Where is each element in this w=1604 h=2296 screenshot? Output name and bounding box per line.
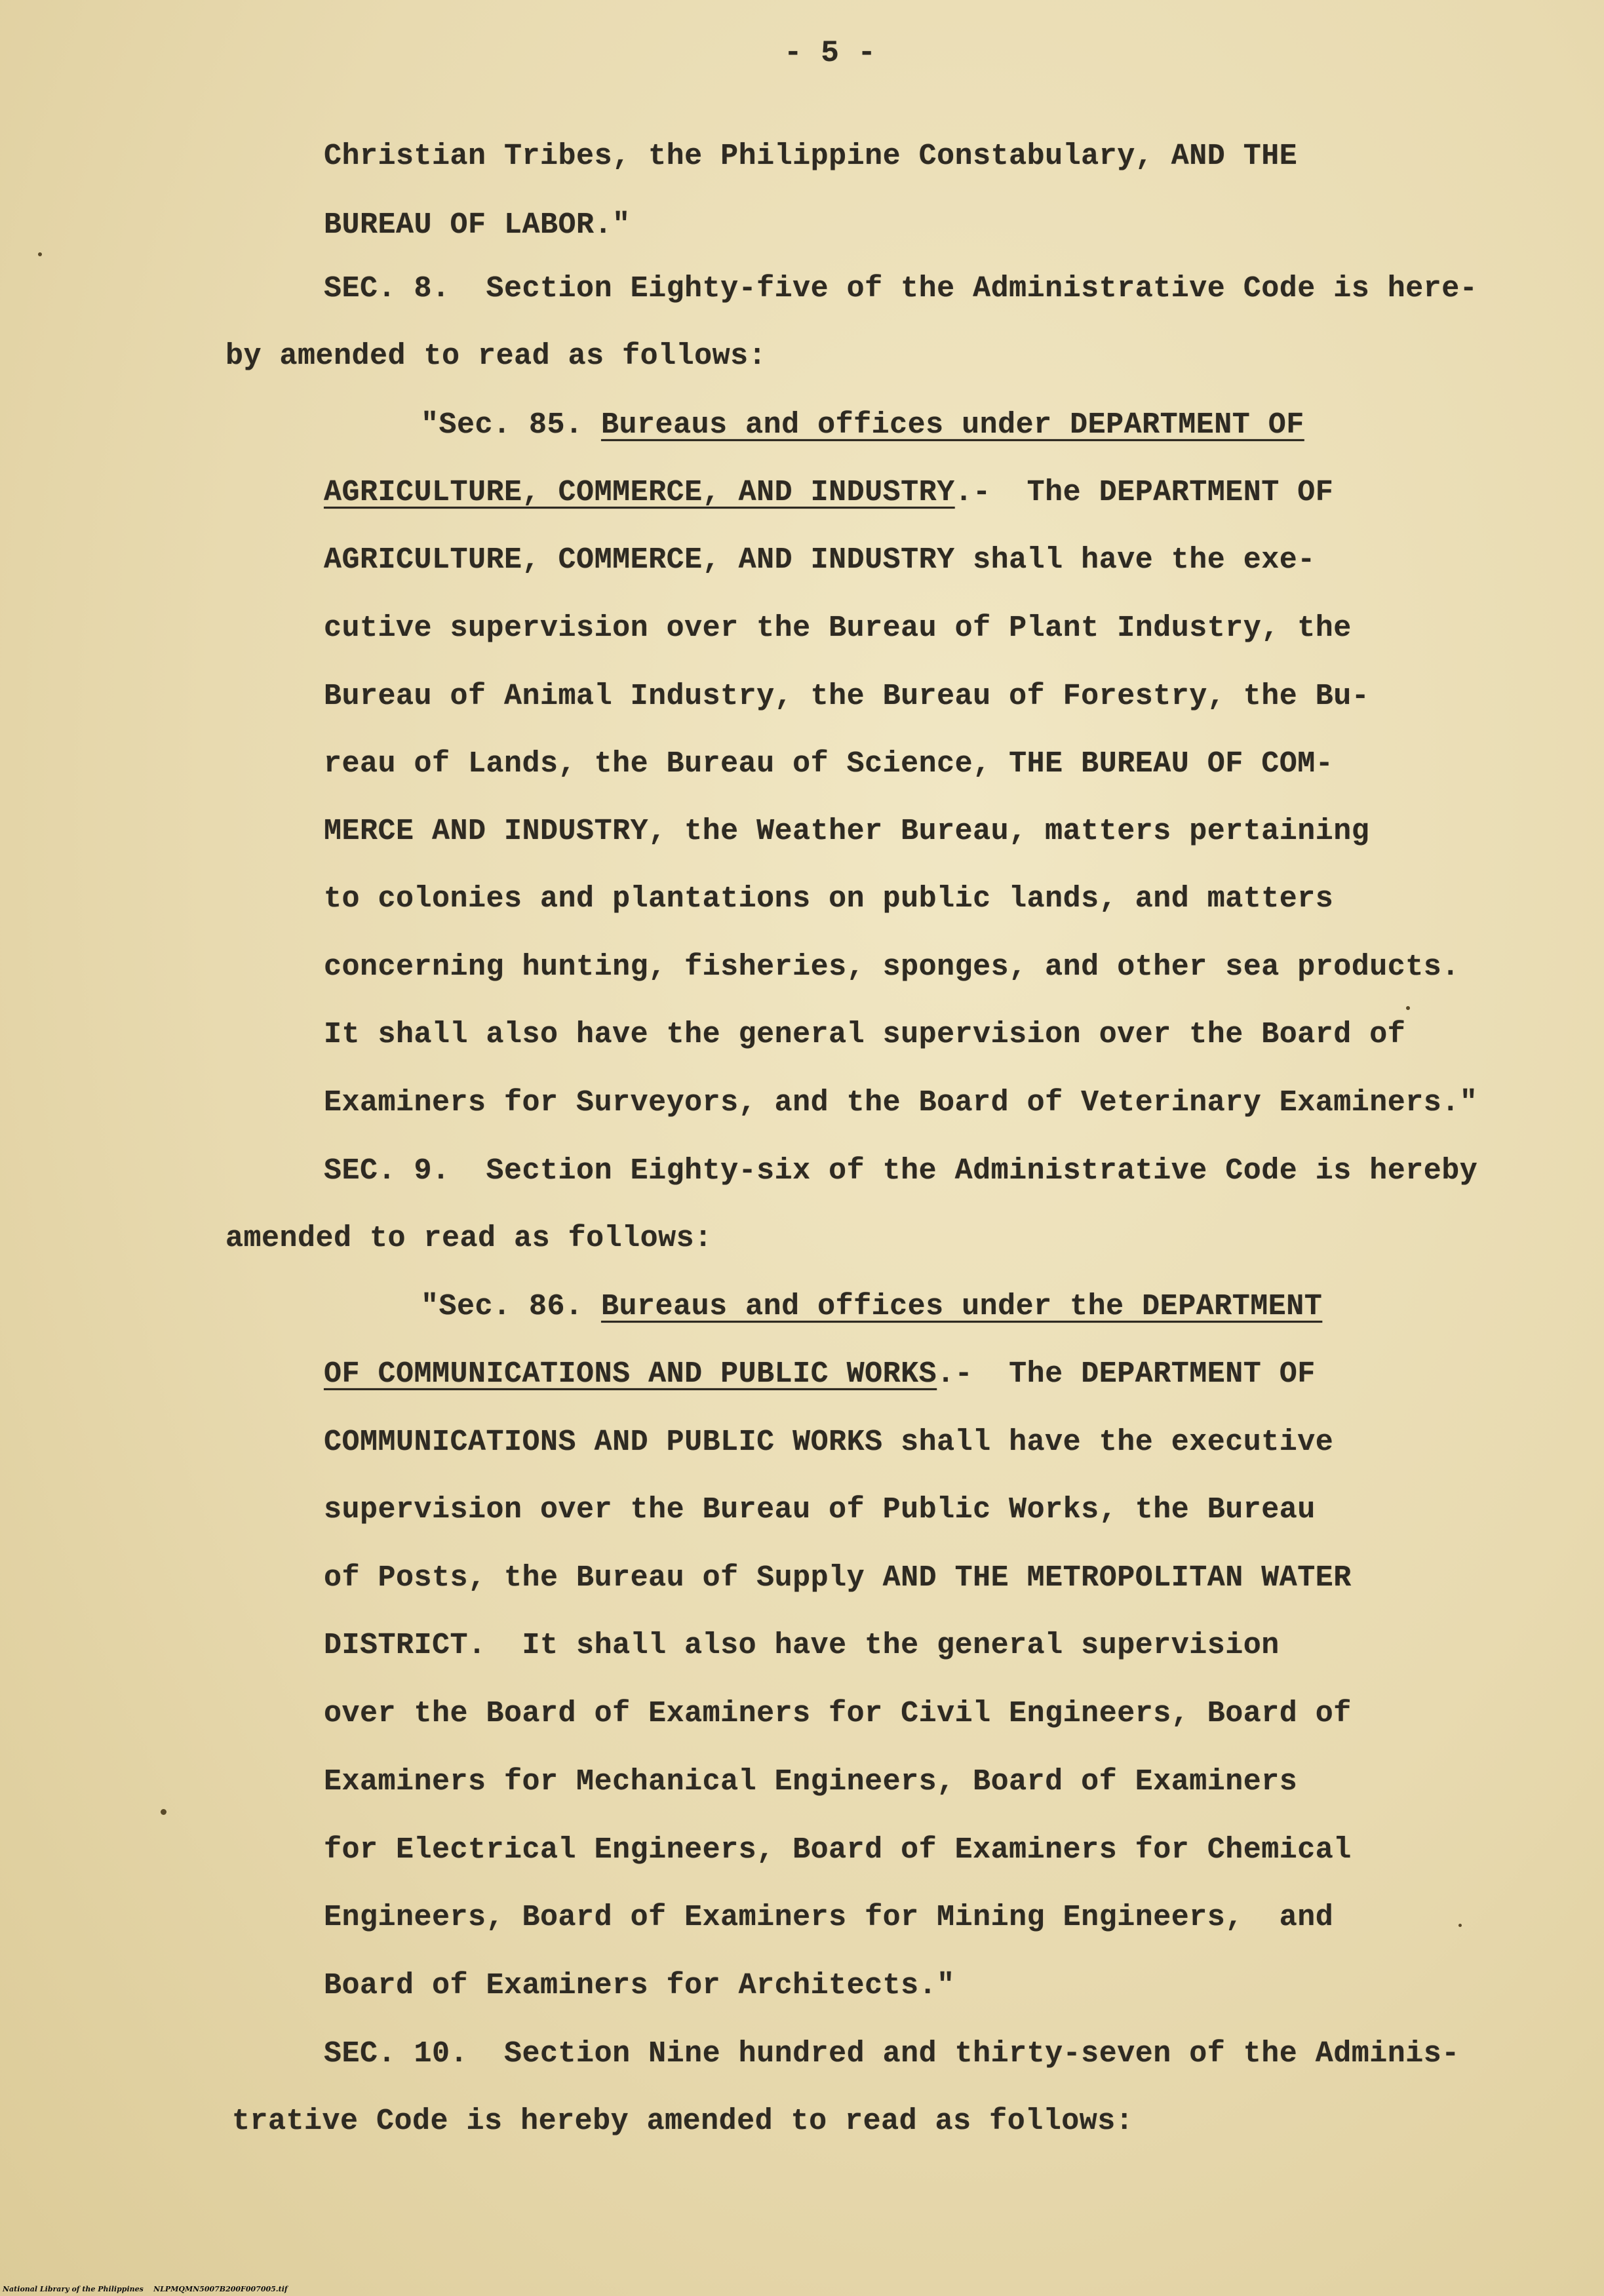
text-line: Bureau of Animal Industry, the Bureau of Forestry, the Bu- bbox=[324, 680, 1370, 713]
sec85-label: "Sec. 85. bbox=[421, 408, 602, 442]
sec85-title-line bbox=[324, 478, 1333, 507]
text-line: It shall also have the general supervision over the Board of bbox=[324, 1018, 1406, 1051]
text-line: cutive supervision over the Bureau of Plant Industry, the bbox=[324, 612, 1352, 645]
sec86-title-line bbox=[324, 1359, 1316, 1389]
text-line: Christian Tribes, the Philippine Constabulary, AND THE bbox=[324, 140, 1298, 173]
text-line: to colonies and plantations on public lands, and matters bbox=[324, 882, 1334, 916]
text-line: Examiners for Mechanical Engineers, Board of Examiners bbox=[324, 1765, 1298, 1799]
paper-speck bbox=[1458, 1924, 1462, 1927]
text-span: .- The DEPARTMENT OF bbox=[954, 476, 1334, 509]
sec85-title-underlined: Bureaus and offices under DEPARTMENT OF bbox=[601, 408, 1304, 442]
text-line: Board of Examiners for Architects." bbox=[324, 1969, 955, 2002]
text-line: Engineers, Board of Examiners for Mining Engineers, and bbox=[324, 1901, 1334, 1934]
text-line: Examiners for Surveyors, and the Board of Veterinary Examiners." bbox=[324, 1086, 1478, 1119]
page-number: - 5 - bbox=[784, 36, 876, 70]
text-line: of Posts, the Bureau of Supply AND THE METROPOLITAN WATER bbox=[324, 1561, 1352, 1595]
text-line: MERCE AND INDUSTRY, the Weather Bureau, matters pertaining bbox=[324, 815, 1370, 848]
text-line: reau of Lands, the Bureau of Science, THE BUREAU OF COM- bbox=[324, 747, 1334, 781]
text-line: BUREAU OF LABOR." bbox=[324, 208, 631, 242]
text-line: over the Board of Examiners for Civil Engineers, Board of bbox=[324, 1697, 1352, 1730]
paper-speck bbox=[161, 1809, 166, 1815]
sec86-title-underlined: OF COMMUNICATIONS AND PUBLIC WORKS bbox=[324, 1357, 937, 1391]
text-line: AGRICULTURE, COMMERCE, AND INDUSTRY shall have the exe- bbox=[324, 543, 1316, 577]
sec8-heading-line: SEC. 8. Section Eighty-five of the Administrative Code is here- bbox=[324, 272, 1478, 305]
text-line: supervision over the Bureau of Public Works, the Bureau bbox=[324, 1493, 1316, 1527]
text-line: amended to read as follows: bbox=[225, 1222, 713, 1255]
sec10-heading-line: SEC. 10. Section Nine hundred and thirty-seven of the Adminis- bbox=[324, 2037, 1460, 2071]
text-line: concerning hunting, fisheries, sponges, and other sea products. bbox=[324, 950, 1460, 984]
text-line: DISTRICT. It shall also have the general supervision bbox=[324, 1629, 1280, 1662]
text-line: trative Code is hereby amended to read as follows: bbox=[232, 2105, 1134, 2138]
text-line: by amended to read as follows: bbox=[225, 340, 767, 373]
sec85-title-underlined: AGRICULTURE, COMMERCE, AND INDUSTRY bbox=[324, 476, 955, 509]
sec9-heading-line: SEC. 9. Section Eighty-six of the Administrative Code is hereby bbox=[324, 1154, 1478, 1188]
paper-speck bbox=[1406, 1006, 1410, 1010]
sec86-title-underlined: Bureaus and offices under the DEPARTMENT bbox=[601, 1290, 1323, 1323]
text-line: for Electrical Engineers, Board of Examiners for Chemical bbox=[324, 1833, 1352, 1867]
sec86-title-line bbox=[421, 1292, 1322, 1321]
sec86-label: "Sec. 86. bbox=[421, 1290, 602, 1323]
scan-footer-caption: National Library of the Philippines NLPMQMN5007B200F007005.tif bbox=[3, 2285, 288, 2293]
text-line: COMMUNICATIONS AND PUBLIC WORKS shall have the executive bbox=[324, 1426, 1334, 1459]
paper-speck bbox=[38, 252, 42, 256]
sec85-title-line bbox=[421, 410, 1304, 440]
text-span: .- The DEPARTMENT OF bbox=[937, 1357, 1316, 1391]
